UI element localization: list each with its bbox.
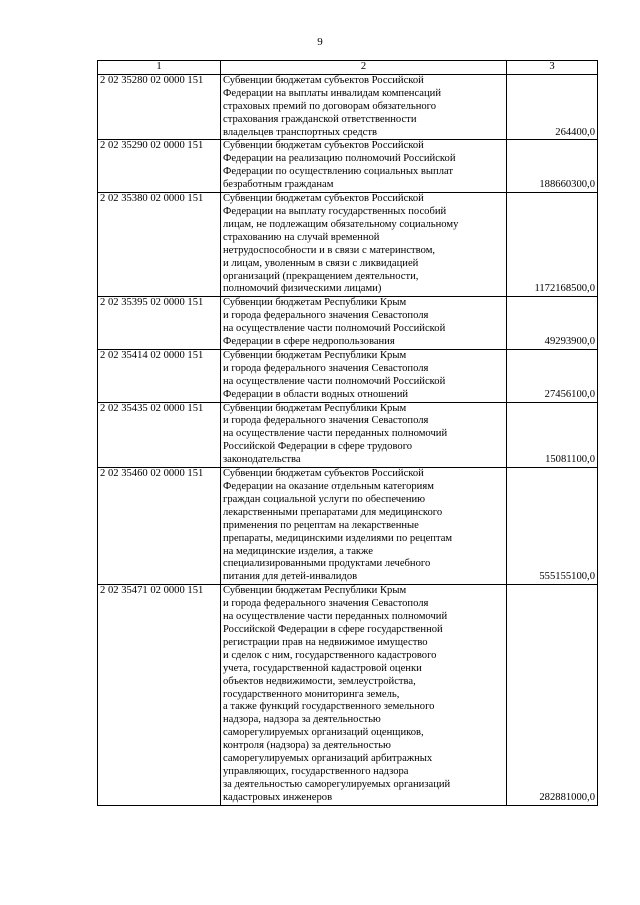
description-cell: Субвенции бюджетам субъектов Российской Федерации на выплаты инвалидам компенсаций страховых премий по договорам обязательного страхования гражданской ответственности владельцев транспортных средств [221,74,507,140]
amount-cell: 15081100,0 [507,402,598,468]
budget-code-cell: 2 02 35395 02 0000 151 [98,297,221,350]
table-row [98,297,598,350]
table-row [98,468,598,585]
amount-cell: 264400,0 [507,74,598,140]
budget-code-cell: 2 02 35414 02 0000 151 [98,349,221,402]
column-header-code: 1 [98,61,221,75]
table-row [98,349,598,402]
description-cell: Субвенции бюджетам Республики Крым и города федерального значения Севастополя на осуществление части полномочий Российской Федерации в сфере недропользования [221,297,507,350]
amount-cell: 282881000,0 [507,585,598,805]
table-row [98,140,598,193]
budget-table [97,60,598,806]
description-cell: Субвенции бюджетам субъектов Российской Федерации на оказание отдельным категориям граждан социальной услуги по обеспечению лекарственными препаратами для медицинского применения по рецептам на лекарственные препараты, медицинскими изделиями по рецептам на медицинские изделия, а также специализированными продуктами лечебного питания для детей-инвалидов [221,468,507,585]
table-row [98,402,598,468]
table-row [98,585,598,805]
description-cell: Субвенции бюджетам Республики Крым и города федерального значения Севастополя на осуществление части переданных полномочий Российской Федерации в сфере трудового законодательства [221,402,507,468]
column-header-amount: 3 [507,61,598,75]
page-number: 9 [317,36,323,48]
budget-code-cell: 2 02 35435 02 0000 151 [98,402,221,468]
amount-cell: 27456100,0 [507,349,598,402]
table-header-row [98,61,598,75]
budget-code-cell: 2 02 35280 02 0000 151 [98,74,221,140]
budget-code-cell: 2 02 35290 02 0000 151 [98,140,221,193]
description-cell: Субвенции бюджетам субъектов Российской Федерации на выплату государственных пособий лицам, не подлежащим обязательному социальному страхованию на случай временной нетрудоспособности и в связи с материнством, и лицам, уволенным в связи с ликвидацией организаций (прекращением деятельности, полномочий физическими лицами) [221,193,507,297]
amount-cell: 49293900,0 [507,297,598,350]
description-cell: Субвенции бюджетам Республики Крым и города федерального значения Севастополя на осуществление части полномочий Российской Федерации в области водных отношений [221,349,507,402]
table-row [98,74,598,140]
budget-code-cell: 2 02 35380 02 0000 151 [98,193,221,297]
column-header-description: 2 [221,61,507,75]
amount-cell: 555155100,0 [507,468,598,585]
amount-cell: 1172168500,0 [507,193,598,297]
budget-code-cell: 2 02 35460 02 0000 151 [98,468,221,585]
budget-code-cell: 2 02 35471 02 0000 151 [98,585,221,805]
amount-cell: 188660300,0 [507,140,598,193]
description-cell: Субвенции бюджетам Республики Крым и города федерального значения Севастополя на осуществление части переданных полномочий Российской Федерации в сфере государственной регистрации прав на недвижимое имущество и сделок с ним, государственного кадастрового учета, государственной кадастровой оценки объектов недвижимости, землеустройства, государственного мониторинга земель, а также функций государственного земельного надзора, надзора за деятельностью саморегулируемых организаций оценщиков, контроля (надзора) за деятельностью саморегулируемых организаций арбитражных управляющих, государственного надзора за деятельностью саморегулируемых организаций кадастровых инженеров [221,585,507,805]
description-cell: Субвенции бюджетам субъектов Российской Федерации на реализацию полномочий Российской Федерации по осуществлению социальных выплат безработным гражданам [221,140,507,193]
table-row [98,193,598,297]
